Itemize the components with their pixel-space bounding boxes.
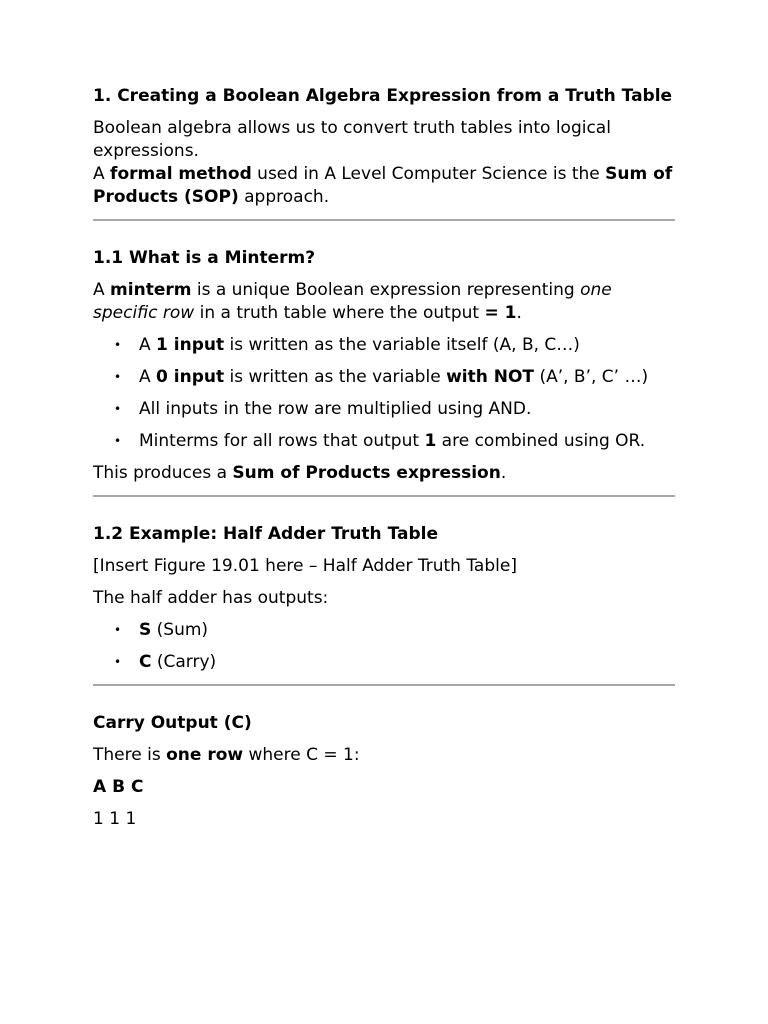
section-1-1-heading: 1.1 What is a Minterm? bbox=[93, 248, 316, 268]
sop-summary: This produces a Sum of Products expression. bbox=[93, 463, 507, 483]
bullet-icon: • bbox=[114, 338, 122, 352]
minterm-rules-list bbox=[93, 334, 675, 453]
bullet-icon: • bbox=[114, 623, 122, 637]
figure-placeholder: [Insert Figure 19.01 here – Half Adder Truth Table] bbox=[93, 556, 517, 576]
half-adder-outputs-list bbox=[93, 619, 675, 674]
divider bbox=[93, 219, 675, 221]
carry-row-paragraph: There is one row where C = 1: bbox=[93, 745, 360, 765]
carry-output-heading: Carry Output (C) bbox=[93, 713, 252, 733]
divider bbox=[93, 495, 675, 497]
section-1-intro: Boolean algebra allows us to convert truth tables into logical expressions. bbox=[93, 118, 611, 161]
list-item: • A 0 input is written as the variable with NOT (A’, B’, C’ …) bbox=[114, 367, 649, 387]
truth-table-header: A B C bbox=[93, 777, 144, 797]
minterm-definition: A minterm is a unique Boolean expression representing one specific row in a truth table where the output = 1. bbox=[93, 280, 612, 323]
bullet-icon: • bbox=[114, 370, 122, 384]
list-item: • S (Sum) bbox=[114, 620, 209, 640]
document-content bbox=[93, 85, 675, 840]
bullet-icon: • bbox=[114, 655, 122, 669]
section-1-heading: 1. Creating a Boolean Algebra Expression from a Truth Table bbox=[93, 86, 673, 106]
divider bbox=[93, 684, 675, 686]
section-1-2-heading: 1.2 Example: Half Adder Truth Table bbox=[93, 524, 438, 544]
bullet-icon: • bbox=[114, 402, 122, 416]
list-item: • All inputs in the row are multiplied using AND. bbox=[114, 399, 532, 419]
truth-table-row: 1 1 1 bbox=[93, 809, 137, 829]
list-item: • Minterms for all rows that output 1 are combined using OR. bbox=[114, 431, 646, 451]
list-item: • C (Carry) bbox=[114, 652, 217, 672]
bullet-icon: • bbox=[114, 434, 122, 448]
list-item: • A 1 input is written as the variable itself (A, B, C…) bbox=[114, 335, 580, 355]
outputs-intro: The half adder has outputs: bbox=[93, 588, 329, 608]
section-1-sop-paragraph: A formal method used in A Level Computer Science is the Sum of Products (SOP) approach. bbox=[93, 164, 673, 207]
